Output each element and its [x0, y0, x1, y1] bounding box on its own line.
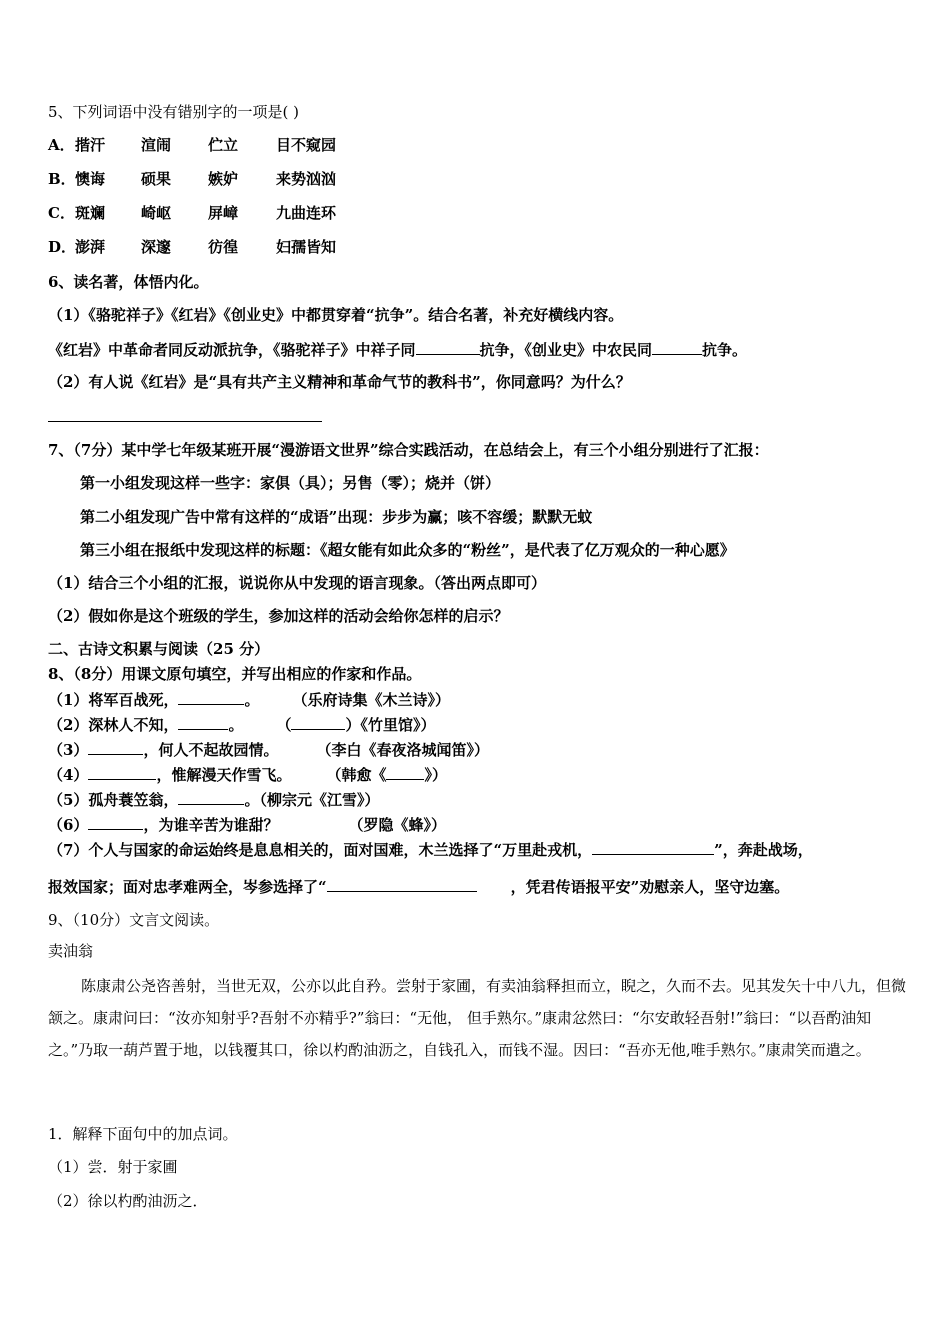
q9-stem: 9、（10分）文言文阅读。	[48, 911, 220, 929]
text: （2）深林人不知，	[48, 716, 179, 734]
source: （罗隐《蜂》）	[348, 816, 446, 834]
answer-blank[interactable]	[652, 339, 702, 355]
source: 》）	[424, 766, 447, 784]
text: （5）孤舟蓑笠翁，	[48, 791, 179, 809]
source: （李白《春夜洛城闻笛》）	[316, 741, 489, 759]
text: （6）	[48, 816, 89, 834]
q9-sub1-item1: （1）尝．射于家圃	[48, 1158, 178, 1176]
passage-text: 陈康肃公尧咨善射，当世无双，公亦以此自矜。尝射于家圃，有卖油翁释担而立，睨之，久而不去。见其发矢十中八九，但微颔之。康肃问曰：“汝亦知射乎?吾射不亦精乎?”翁曰：“无他， 但手熟尔。”康肃忿然曰：“尔安敢轻吾射!”翁曰：“以吾酌油知之。”乃取一葫芦置于地，以钱覆其口，徐以杓酌油沥之，自钱孔入，而钱不湿。因曰：“吾亦无他,唯手熟尔。”康肃笑而遣之。	[48, 977, 907, 1059]
q6-part2: （2）有人说《红岩》是“具有共产主义精神和革命气节的教科书”，你同意吗？为什么？	[48, 373, 631, 391]
answer-blank[interactable]	[291, 714, 345, 730]
q7-group1: 第一小组发现这样一些字：家俱（具）；另售（零）；烧并（饼）	[80, 474, 501, 492]
q8-line3	[48, 739, 489, 760]
q8-line7	[48, 839, 813, 860]
q5-option-b	[48, 169, 368, 189]
q8-line6	[48, 814, 446, 835]
passage-title: 卖油翁	[48, 942, 94, 960]
text: ，惟解漫天作雪飞。	[156, 766, 292, 784]
q9-sub1-item2: （2）徐以杓酌油沥之．	[48, 1192, 208, 1210]
option-word: 九曲连环	[276, 204, 337, 222]
text: ”，奔赴战场，	[714, 841, 813, 859]
q6-part1-fill-line	[48, 339, 747, 360]
option-word: 渲闹	[141, 136, 172, 154]
answer-blank[interactable]	[88, 764, 156, 780]
answer-blank[interactable]	[386, 764, 424, 780]
text: 。	[228, 716, 244, 734]
option-word: 妇孺皆知	[276, 238, 337, 256]
q5-option-c	[48, 203, 368, 223]
text: ，为谁辛苦为谁甜？	[143, 816, 279, 834]
option-word: 屏嶂	[208, 204, 239, 222]
text: 抗争。	[702, 341, 748, 359]
text: （3）	[48, 741, 89, 759]
text: （7）个人与国家的命运始终是息息相关的，面对国难，木兰选择了“万里赴戎机，	[48, 841, 593, 859]
answer-blank[interactable]	[178, 689, 244, 705]
q7-stem: 7、（7分）某中学七年级某班开展“漫游语文世界”综合实践活动，在总结会上，有三个小组分别进行了汇报：	[48, 441, 769, 459]
answer-blank[interactable]	[327, 876, 477, 892]
option-letter: C．	[48, 204, 75, 222]
q5-option-a	[48, 135, 368, 155]
source: 。（柳宗元《江雪》）	[244, 791, 380, 809]
option-word: 懊诲	[75, 170, 106, 188]
source: ）《竹里馆》）	[345, 716, 436, 734]
q7-sub1: （1）结合三个小组的汇报，说说你从中发现的语言现象。（答出两点即可）	[48, 574, 546, 592]
q5-option-d	[48, 237, 368, 257]
option-word: 伫立	[208, 136, 239, 154]
q6-stem: 6、读名著，体悟内化。	[48, 273, 209, 291]
text: （	[276, 716, 292, 734]
option-word: 硕果	[141, 170, 172, 188]
q7-sub2: （2）假如你是这个班级的学生，参加这样的活动会给你怎样的启示？	[48, 607, 509, 625]
text: 抗争，《创业史》中农民同	[479, 341, 653, 359]
option-word: 嫉妒	[208, 170, 239, 188]
q5-stem: 5、下列词语中没有错别字的一项是( )	[48, 103, 300, 121]
q8-line7-cont	[48, 876, 789, 897]
q7-group3: 第三小组在报纸中发现这样的标题：《超女能有如此众多的“粉丝”，是代表了亿万观众的一种心愿》	[80, 541, 735, 559]
text: 。	[244, 691, 260, 709]
option-word: 揩汗	[75, 136, 106, 154]
answer-blank[interactable]	[178, 789, 244, 805]
answer-blank[interactable]	[88, 814, 143, 830]
option-word: 崎岖	[141, 204, 172, 222]
text: ，何人不起故园情。	[143, 741, 279, 759]
option-word: 彷徨	[208, 238, 239, 256]
text: 报效国家；面对忠孝难两全，岑参选择了“	[48, 878, 327, 896]
q9-sub1: 1．解释下面句中的加点词。	[48, 1125, 238, 1143]
q8-line4	[48, 764, 447, 785]
source: （乐府诗集《木兰诗》）	[292, 691, 450, 709]
option-word: 斑斓	[75, 204, 106, 222]
answer-blank[interactable]	[416, 339, 480, 355]
text: ，凭君传语报平安”劝慰亲人，坚守边塞。	[510, 878, 790, 896]
text: 《红岩》中革命者同反动派抗争，《骆驼祥子》中祥子同	[48, 341, 416, 359]
option-letter: A．	[48, 136, 75, 154]
q8-line2	[48, 714, 436, 735]
option-word: 来势汹汹	[276, 170, 337, 188]
q7-group2: 第二小组发现广告中常有这样的“成语”出现：步步为赢；咳不容缓；默默无蚊	[80, 508, 593, 526]
option-letter: D．	[48, 238, 77, 256]
q8-stem: 8、（8分）用课文原句填空，并写出相应的作家和作品。	[48, 665, 422, 683]
answer-blank[interactable]	[178, 714, 228, 730]
q6-part1: （1）《骆驼祥子》《红岩》《创业史》中都贯穿着“抗争”。结合名著，补充好横线内容。	[48, 306, 624, 324]
option-word: 目不窥园	[276, 136, 337, 154]
text: （1）将军百战死，	[48, 691, 179, 709]
answer-blank[interactable]	[592, 839, 714, 855]
q8-line1	[48, 689, 450, 710]
text: （4）	[48, 766, 89, 784]
section-heading: 二、古诗文积累与阅读（25 分）	[48, 640, 270, 658]
option-word: 澎湃	[75, 238, 106, 256]
text: （韩愈《	[326, 766, 387, 784]
option-letter: B．	[48, 170, 76, 188]
q8-line5	[48, 789, 379, 810]
q6-answer-line[interactable]	[48, 421, 322, 422]
answer-blank[interactable]	[88, 739, 143, 755]
option-word: 深邃	[141, 238, 172, 256]
